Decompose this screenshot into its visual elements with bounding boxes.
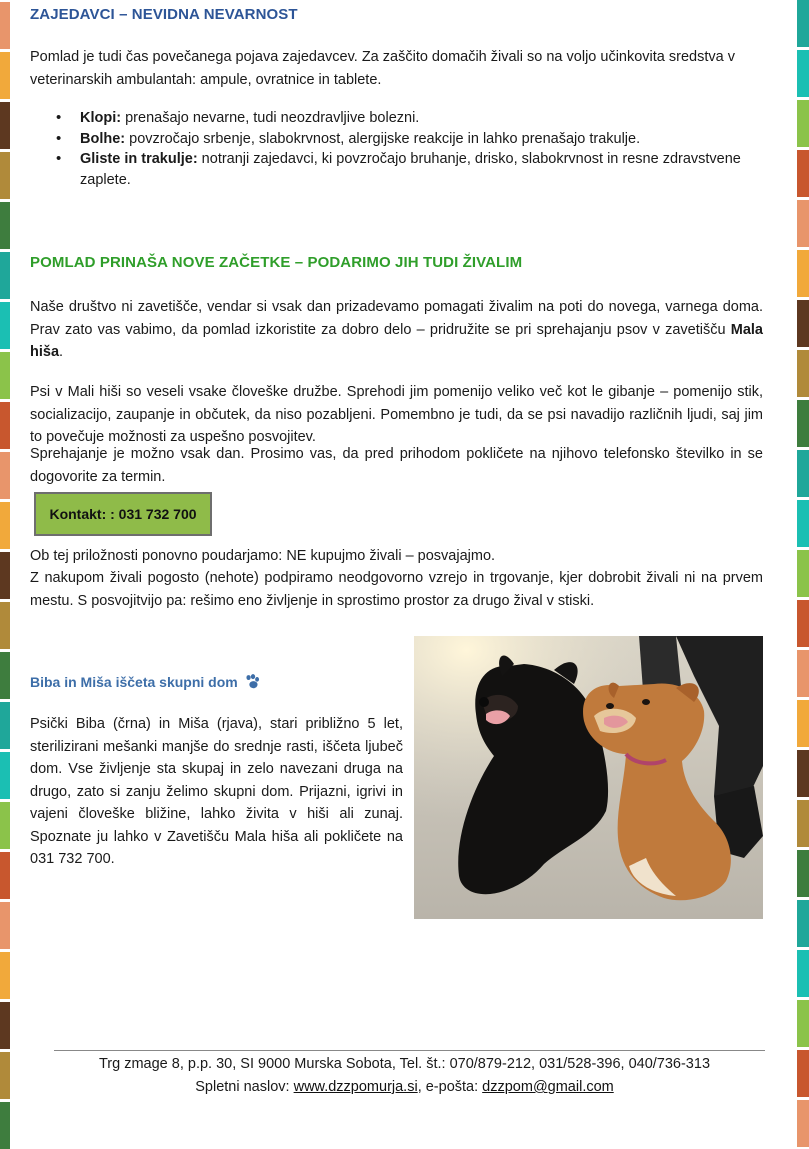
border-stripe bbox=[797, 50, 809, 97]
section-heading-parasites: ZAJEDAVCI – NEVIDNA NEVARNOST bbox=[30, 6, 298, 23]
border-stripe bbox=[0, 1102, 10, 1149]
list-item-fleas bbox=[80, 129, 760, 150]
footer-links bbox=[0, 1076, 809, 1099]
border-stripe bbox=[797, 900, 809, 947]
border-stripe bbox=[0, 552, 10, 599]
border-stripe bbox=[797, 600, 809, 647]
paragraph-end: . bbox=[59, 344, 64, 360]
footer-label: Spletni naslov: bbox=[195, 1079, 294, 1095]
border-stripe bbox=[0, 902, 10, 949]
footer bbox=[0, 1053, 809, 1099]
adopt-dont-shop: Ob tej priložnosti ponovno poudarjamo: NE kupujmo živali – posvajajmo. bbox=[30, 548, 496, 564]
border-stripe bbox=[0, 102, 10, 149]
border-stripe bbox=[797, 200, 809, 247]
border-stripe bbox=[0, 1002, 10, 1049]
list-term: Gliste in trakulje: bbox=[80, 151, 198, 167]
list-item-worms bbox=[80, 149, 760, 190]
parasites-list bbox=[30, 108, 760, 190]
society-paragraph bbox=[30, 296, 763, 364]
border-stripe bbox=[0, 402, 10, 449]
border-stripe bbox=[0, 502, 10, 549]
border-stripe bbox=[797, 750, 809, 797]
shelter-name: Mala hiša bbox=[30, 321, 763, 360]
list-text: notranji zajedavci, ki povzročajo bruhanje, drisko, slabokrvnost in resne zdravstvene zaplete. bbox=[80, 151, 741, 188]
border-stripe bbox=[797, 1000, 809, 1047]
list-term: Bolhe: bbox=[80, 130, 126, 147]
border-stripe bbox=[0, 202, 10, 249]
biba-misa-description: Psički Biba (črna) in Miša (rjava), stari približno 5 let, sterilizirani mešanki manjše do srednje rasti, iščeta ljubeč dom. Vse življenje sta skupaj in zelo navezani druga na drugo, zato si zanju želimo skupni dom. Prijazni, igrivi in vajeni človeške bližine, lahko živita v hiši ali zunaj. Spoznate ju lahko v Zavetišču Mala hiša ali pokličete na 031 732 700. bbox=[30, 716, 403, 867]
border-stripe bbox=[0, 452, 10, 499]
adoption-heading bbox=[30, 674, 262, 690]
border-stripe bbox=[0, 602, 10, 649]
border-stripe bbox=[797, 950, 809, 997]
border-stripe bbox=[797, 350, 809, 397]
dogs-photo bbox=[414, 636, 763, 919]
adoption-title: Biba in Miša iščeta skupni dom bbox=[30, 674, 238, 690]
border-stripe bbox=[797, 250, 809, 297]
border-stripe bbox=[797, 850, 809, 897]
list-item-ticks bbox=[80, 108, 760, 129]
border-stripe bbox=[0, 352, 10, 399]
border-stripe bbox=[0, 802, 10, 849]
border-stripe bbox=[797, 300, 809, 347]
footer-label: , e-pošta: bbox=[417, 1079, 483, 1095]
border-stripe bbox=[797, 400, 809, 447]
border-stripe bbox=[797, 550, 809, 597]
border-stripe bbox=[797, 0, 809, 47]
walking-paragraph: Sprehajanje je možno vsak dan. Prosimo vas, da pred prihodom pokličete na njihovo telefonsko številko in se dogovorite za termin. bbox=[30, 446, 763, 485]
border-stripe bbox=[0, 302, 10, 349]
paragraph-text: Naše društvo ni zavetišče, vendar si vsak dan prizadevamo pomagati živalim na poti do novega, varnega doma. Prav zato vas vabimo, da pomlad izkoristite za dobro delo – pridružite se pri sprehajanju psov v zavetišču bbox=[30, 299, 763, 338]
border-stripe bbox=[0, 752, 10, 799]
email-link[interactable]: dzzpom@gmail.com bbox=[482, 1079, 614, 1095]
right-decorative-border bbox=[797, 0, 809, 1127]
website-link[interactable]: www.dzzpomurja.si bbox=[293, 1079, 418, 1095]
border-stripe bbox=[0, 702, 10, 749]
border-stripe bbox=[797, 150, 809, 197]
dogs-paragraph: Psi v Mali hiši so veseli vsake človeške družbe. Sprehodi jim pomenijo veliko več kot le gibanje – pomenijo stik, socializacijo, zaupanje in občutek, da niso pozabljeni. Pomembno je tudi, da se psi navadijo različnih ljudi, saj jim to povečuje možnosti za uspešno posvojitev. bbox=[30, 384, 763, 445]
border-stripe bbox=[0, 52, 10, 99]
left-decorative-border bbox=[0, 0, 10, 1127]
border-stripe bbox=[797, 500, 809, 547]
contact-box: Kontakt: : 031 732 700 bbox=[34, 492, 212, 536]
border-stripe bbox=[797, 800, 809, 847]
border-stripe bbox=[797, 100, 809, 147]
list-text: povzročajo srbenje, slabokrvnost, alergijske reakcije in lahko prenašajo trakulje. bbox=[125, 130, 641, 147]
border-stripe bbox=[797, 700, 809, 747]
adoption-paragraph: Z nakupom živali pogosto (nehote) podpiramo neodgovorno vzrejo in trgovanje, kjer dobrobit živali ni na prvem mestu. S posvojitvijo pa: rešimo eno življenje in sprostimo prostor za drugo žival v stiski. bbox=[30, 570, 763, 609]
footer-divider bbox=[54, 1050, 765, 1051]
border-stripe bbox=[0, 252, 10, 299]
border-stripe bbox=[797, 650, 809, 697]
border-stripe bbox=[0, 152, 10, 199]
border-stripe bbox=[0, 852, 10, 899]
paw-icon bbox=[244, 674, 262, 690]
list-term: Klopi: bbox=[80, 110, 122, 126]
border-stripe bbox=[0, 952, 10, 999]
section-heading-spring: POMLAD PRINAŠA NOVE ZAČETKE – PODARIMO JIH TUDI ŽIVALIM bbox=[30, 254, 523, 271]
parasites-intro: Pomlad je tudi čas povečanega pojava zajedavcev. Za zaščito domačih živali so na voljo učinkovita sredstva v veterinarskih ambulantah: ampule, ovratnice in tablete. bbox=[30, 49, 735, 88]
border-stripe bbox=[797, 450, 809, 497]
border-stripe bbox=[797, 1100, 809, 1147]
list-text: prenašajo nevarne, tudi neozdravljive bolezni. bbox=[121, 110, 420, 126]
footer-address: Trg zmage 8, p.p. 30, SI 9000 Murska Sobota, Tel. št.: 070/879-212, 031/528-396, 040/736-313 bbox=[98, 1056, 711, 1072]
border-stripe bbox=[0, 652, 10, 699]
border-stripe bbox=[0, 2, 10, 49]
